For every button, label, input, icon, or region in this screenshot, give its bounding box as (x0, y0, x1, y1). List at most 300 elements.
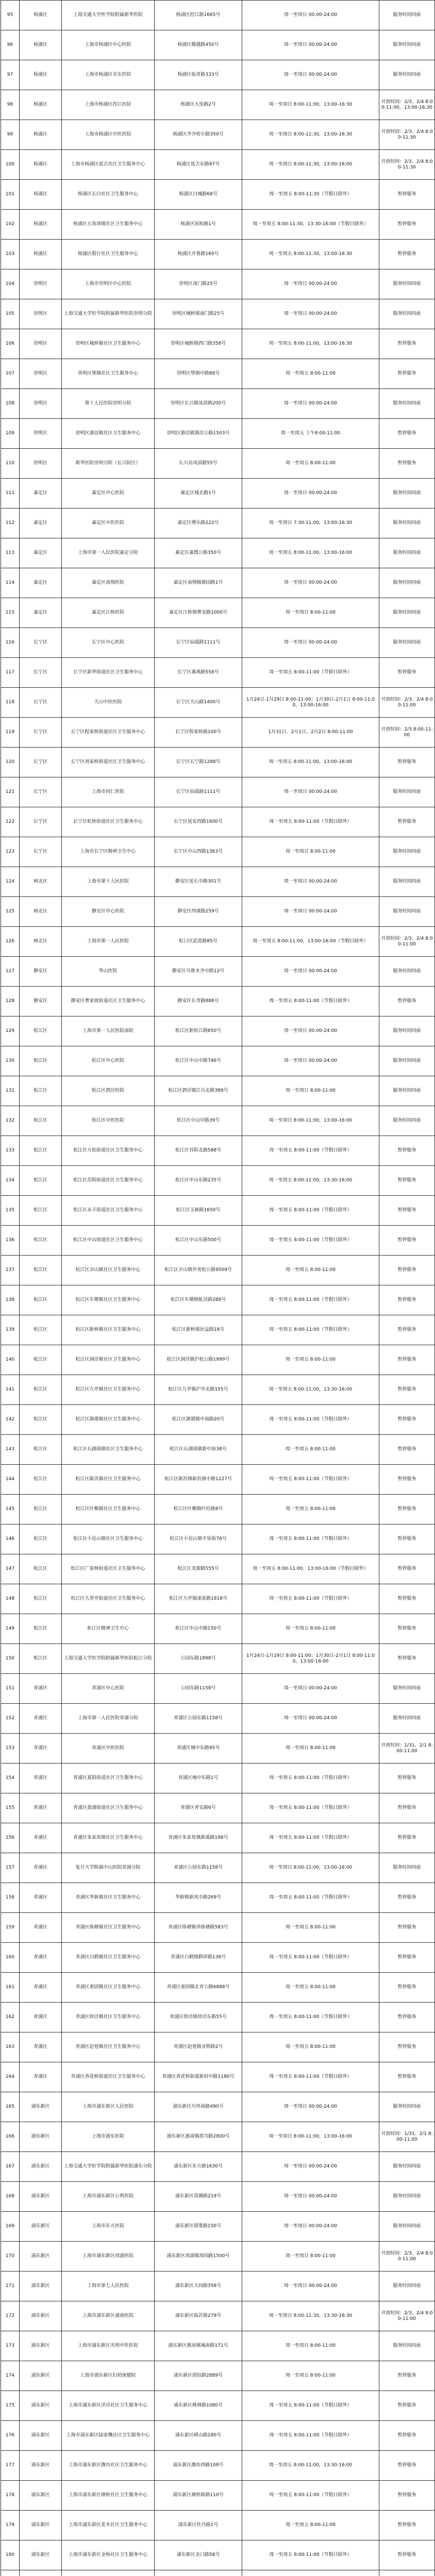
address: 青浦区城中东路1号 (155, 1764, 242, 1793)
table-row (1, 1704, 435, 1734)
holiday-hours: 暂停服务 (379, 1375, 435, 1405)
service-hours: 周一至周五 8:00-11:00（节假日除外） (242, 658, 379, 688)
hospital-name: 上海市杨浦区控江医院 (62, 90, 155, 120)
district: 浦东新区 (20, 2301, 62, 2331)
address: 杨浦区白城路68号 (155, 180, 242, 210)
address: 静安区延长中路301号 (155, 867, 242, 897)
row-number: 113 (1, 538, 20, 568)
row-number: 145 (1, 1495, 20, 1524)
district: 静安区 (20, 987, 62, 1016)
table-row (1, 1495, 435, 1524)
table-row (1, 1315, 435, 1345)
service-hours: 周一至周五 8:00-11:00 (242, 1435, 379, 1465)
holiday-hours: 服务时间同前 (379, 1016, 435, 1046)
hospital-name: 青浦区练塘镇社区卫生服务中心 (62, 1913, 155, 1943)
address: 浦东新区牡丹路1号 (155, 2511, 242, 2540)
row-number: 136 (1, 1226, 20, 1256)
address: 浦东新区周浦镇周园路1500号 (155, 2242, 242, 2272)
address: 松江区九亭镇涞寅路1818号 (155, 1584, 242, 1614)
district: 松江区 (20, 1435, 62, 1465)
district: 浦东新区 (20, 2391, 62, 2421)
service-hours: 周一至周日 00:00-24:00 (242, 568, 379, 598)
service-hours: 周一至周五 8:00-11:00（节假日除外） (242, 1943, 379, 1973)
holiday-hours: 服务时间同前 (379, 479, 435, 509)
row-number: 106 (1, 329, 20, 359)
hospital-name: 上海市浦东医院 (62, 2122, 155, 2152)
hospital-name: 上海市浦东新区陆家嘴社区卫生服务中心 (62, 2421, 155, 2451)
district: 崇明区 (20, 329, 62, 359)
holiday-hours: 服务时间同前 (379, 837, 435, 867)
address: 浦东新区临沂路279号 (155, 2301, 242, 2331)
table-row (1, 837, 435, 867)
hospital-name: 青浦区香花桥街道社区卫生服务中心 (62, 2062, 155, 2092)
row-number: 168 (1, 2182, 20, 2212)
district: 崇明区 (20, 359, 62, 389)
table-row (1, 1913, 435, 1943)
row-number: 101 (1, 180, 20, 210)
hospital-name: 华山医院 (62, 957, 155, 987)
hospital-name: 松江区车墩镇社区卫生服务中心 (62, 1285, 155, 1315)
row-number: 102 (1, 210, 20, 240)
holiday-hours: 暂停服务 (379, 2451, 435, 2481)
address: 嘉定区城北路1号 (155, 479, 242, 509)
district: 松江区 (20, 1405, 62, 1435)
district: 青浦区 (20, 1943, 62, 1973)
holiday-hours: 暂停服务 (379, 2062, 435, 2092)
hospital-name: 松江区叶榭镇社区卫生服务中心 (62, 1495, 155, 1524)
service-hours: 1月24日-1月29日 8:00-11:00；1月30日-2月1日 8:00-11:00，13:00-16:00 (242, 1644, 379, 1674)
district: 杨浦区 (20, 150, 62, 180)
district: 浦东新区 (20, 2092, 62, 2122)
row-number: 129 (1, 1016, 20, 1046)
hospital-name: 松江区新桥镇社区卫生服务中心 (62, 1315, 155, 1345)
table-row (1, 329, 435, 359)
address: 松江区叶榭镇叶旺路8号 (155, 1495, 242, 1524)
service-hours: 周一至周五 8:00-11:00（节假日除外） (242, 1285, 379, 1315)
district: 松江区 (20, 1226, 62, 1256)
service-hours: 周一至周日 00:00-24:00 (242, 60, 379, 90)
table-row (1, 240, 435, 269)
service-hours: 周一至周五 8:00-11:00（节假日除外） (242, 1136, 379, 1166)
row-number: 111 (1, 479, 20, 509)
hospital-name: 上海市第一人民医院青浦分院 (62, 1704, 155, 1734)
address: 松江区小昆山镇平原街78号 (155, 1524, 242, 1554)
table-row (1, 1375, 435, 1405)
table-row (1, 419, 435, 449)
table-row (1, 2003, 435, 2032)
service-hours: 周一至周日 8:00-11:00，13:00-16:00 (242, 1853, 379, 1883)
holiday-hours: 开放时间：1/31、2/1 8:00-11:00 (379, 2122, 435, 2152)
district: 青浦区 (20, 1853, 62, 1883)
service-hours: 周一至周日 00:00-24:00 (242, 2092, 379, 2122)
service-hours: 周一至周日 00:00-24:00 (242, 389, 379, 419)
table-row (1, 1016, 435, 1046)
service-hours: 周一至周日 00:00-24:00 (242, 479, 379, 509)
row-number: 139 (1, 1315, 20, 1345)
holiday-hours: 暂停服务 (379, 1285, 435, 1315)
district: 青浦区 (20, 1883, 62, 1913)
table-row (1, 2301, 435, 2331)
row-number: 128 (1, 987, 20, 1016)
district: 松江区 (20, 1644, 62, 1674)
hospital-name: 青浦区盈浦街道社区卫生服务中心 (62, 1793, 155, 1823)
district: 青浦区 (20, 2032, 62, 2062)
holiday-hours: 开放时间：2/3、2/4 8:00-11:30 (379, 120, 435, 150)
district: 嘉定区 (20, 568, 62, 598)
hospital-name: 青浦区中医医院 (62, 1734, 155, 1764)
holiday-hours: 开放时间：1/31、2/1 8:00-11:00 (379, 1734, 435, 1764)
district: 浦东新区 (20, 2182, 62, 2212)
holiday-hours: 暂停服务 (379, 1226, 435, 1256)
holiday-hours: 暂停服务 (379, 2540, 435, 2570)
hospital-name: 上海市杨浦区延吉社区卫生服务中心 (62, 150, 155, 180)
hospital-name: 松江区广富林街道社区卫生服务中心 (62, 1554, 155, 1584)
table-row (1, 479, 435, 509)
table-row (1, 1465, 435, 1495)
hospital-name: 松江区中心医院 (62, 1046, 155, 1076)
hospital-name: 崇明区城桥镇社区卫生服务中心 (62, 329, 155, 359)
table-row (1, 150, 435, 180)
holiday-hours: 服务时间同前 (379, 1076, 435, 1106)
service-hours: 周一至周五 8:00-11:00（节假日除外） (242, 2481, 379, 2511)
table-row (1, 1345, 435, 1375)
row-number: 159 (1, 1913, 20, 1943)
row-number: 112 (1, 509, 20, 538)
address: 松江区玉树路1650号 (155, 1196, 242, 1226)
row-number: 173 (1, 2331, 20, 2361)
district: 青浦区 (20, 1674, 62, 1704)
service-hours: 周一至周日 00:00-24:00 (242, 1046, 379, 1076)
table-row (1, 867, 435, 897)
holiday-hours: 暂停服务 (379, 658, 435, 688)
row-number: 132 (1, 1106, 20, 1136)
service-hours: 周一至周五 8:00-11:00，13:00-16:00（节假日除外） (242, 1554, 379, 1584)
hospital-name: 松江区石湖荡镇社区卫生服务中心 (62, 1435, 155, 1465)
holiday-hours: 服务时间同前 (379, 628, 435, 658)
row-number: 134 (1, 1166, 20, 1196)
table-row (1, 688, 435, 718)
service-hours: 周一至周五 8:00-11:00，13:00-16:00（节假日除外） (242, 927, 379, 957)
service-hours: 周一至周日 7:30-11:00，13:00-16:30 (242, 509, 379, 538)
address: 杨浦区国和路1号 (155, 210, 242, 240)
holiday-hours: 暂停服务 (379, 1405, 435, 1435)
address: 杨浦区齐齐哈尔路350号 (155, 120, 242, 150)
row-number: 160 (1, 1943, 20, 1973)
holiday-hours: 暂停服务 (379, 1614, 435, 1644)
row-number: 116 (1, 628, 20, 658)
holiday-hours: 暂停服务 (379, 2032, 435, 2062)
district: 松江区 (20, 1315, 62, 1345)
table-row (1, 2182, 435, 2212)
address: 松江区中山东路500号 (155, 1226, 242, 1256)
service-hours: 周一至周五 8:00-11:00 (242, 2032, 379, 2062)
hospital-name: 嘉定区中医医院 (62, 509, 155, 538)
district: 静安区 (20, 957, 62, 987)
service-hours: 周一至周五 8:00-11:00（节假日除外） (242, 1226, 379, 1256)
address: 松江区中山东路235号 (155, 1166, 242, 1196)
hospital-name: 松江区中医医院 (62, 1106, 155, 1136)
table-row (1, 90, 435, 120)
table-row (1, 718, 435, 748)
row-number: 161 (1, 1973, 20, 2003)
district: 杨浦区 (20, 90, 62, 120)
table-row (1, 2361, 435, 2391)
service-hours: 周一至周五 上午8:00-11:00 (242, 419, 379, 449)
table-row (1, 927, 435, 957)
table-row (1, 1, 435, 30)
hospital-name: 松江区泗泾医院 (62, 1076, 155, 1106)
hospital-name: 青浦区中心医院 (62, 1674, 155, 1704)
address: 松江区中山中路150号 (155, 1614, 242, 1644)
row-number: 174 (1, 2361, 20, 2391)
address: 浦东新区惠南镇拱为路2800号 (155, 2122, 242, 2152)
table-row (1, 2331, 435, 2361)
service-hours: 周一至周五 8:00-11:00 (242, 1345, 379, 1375)
table-row (1, 1106, 435, 1136)
holiday-hours: 暂停服务 (379, 1196, 435, 1226)
district: 浦东新区 (20, 2331, 62, 2361)
row-number: 152 (1, 1704, 20, 1734)
row-number: 103 (1, 240, 20, 269)
row-number: 97 (1, 60, 20, 90)
hospital-name: 上海市浦东新区洋泾社区卫生服务中心 (62, 2391, 155, 2421)
district: 青浦区 (20, 1704, 62, 1734)
hospital-name: 嘉定区南翔医院 (62, 568, 155, 598)
district: 浦东新区 (20, 2451, 62, 2481)
address: 松江区泗泾镇江川北路389号 (155, 1076, 242, 1106)
hospital-name: 静安区中心医院 (62, 897, 155, 927)
table-row (1, 1943, 435, 1973)
hospital-name: 第十人民医院崇明分院 (62, 389, 155, 419)
hospital-name: 长宁区新华街道社区卫生服务中心 (62, 658, 155, 688)
district: 浦东新区 (20, 2511, 62, 2540)
hospital-name: 青浦区华新镇社区卫生服务中心 (62, 1883, 155, 1913)
address: 长宁区程家桥路100号 (155, 718, 242, 748)
table-row (1, 1734, 435, 1764)
table-row (1, 1524, 435, 1554)
address: 公园东路1158号 (155, 1674, 242, 1704)
holiday-hours: 暂停服务 (379, 240, 435, 269)
address: 长宁区中山西路1363号 (155, 837, 242, 867)
address: 长宁区仙霞路1111号 (155, 777, 242, 807)
hospital-name: 上海市第一人民医院南院 (62, 1016, 155, 1046)
hospital-name: 松江区岳阳街道社区卫生服务中心 (62, 1166, 155, 1196)
service-hours: 周一至周五 8:00-11:00，13:30-16:00 (242, 1375, 379, 1405)
address: 长宁区长宁路1288号 (155, 748, 242, 777)
table-row (1, 538, 435, 568)
table-row (1, 120, 435, 150)
address: 长兴岛凤滨路55号 (155, 449, 242, 479)
service-hours: 周一至周五 8:00-11:00，13:00-16:30 (242, 329, 379, 359)
service-hours: 周一至周日 8:00-11:00 (242, 598, 379, 628)
table-row (1, 1196, 435, 1226)
holiday-hours: 暂停服务 (379, 2511, 435, 2540)
holiday-hours: 暂停服务 (379, 1764, 435, 1793)
holiday-hours: 暂停服务 (379, 807, 435, 837)
district: 青浦区 (20, 1734, 62, 1764)
row-number: 171 (1, 2272, 20, 2301)
service-hours: 周一至周五 8:00-11:30，13:30-16:00（节假日除外） (242, 210, 379, 240)
address: 浦东新区塘桥新路110号 (155, 2481, 242, 2511)
address (155, 2570, 242, 2576)
hospital-name: 松江区精神卫生中心 (62, 1614, 155, 1644)
table-row (1, 1285, 435, 1315)
hospital-name: 静安区曹家渡街道社区卫生服务中心 (62, 987, 155, 1016)
district: 松江区 (20, 1076, 62, 1106)
hospital-name: 上海市浦东新区潍坊社区卫生服务中心 (62, 2451, 155, 2481)
service-hours: 周一至周日 00:00-24:00 (242, 269, 379, 299)
service-hours: 周一至周五 8:00-11:00 (242, 359, 379, 389)
holiday-hours: 暂停服务 (379, 1315, 435, 1345)
district: 松江区 (20, 1614, 62, 1644)
address: 浦东新区潍坊西路108号 (155, 2451, 242, 2481)
address: 杨浦区临青路333号 (155, 60, 242, 90)
district: 浦东新区 (20, 2122, 62, 2152)
hospital-name: 上海市第十人民医院 (62, 867, 155, 897)
district: 青浦区 (20, 1973, 62, 2003)
holiday-hours: 暂停服务 (379, 1524, 435, 1554)
address: 崇明区堡镇中路88号 (155, 359, 242, 389)
row-number: 158 (1, 1883, 20, 1913)
district: 杨浦区 (20, 120, 62, 150)
hospital-name: 上海市浦东新区周浦医院 (62, 2242, 155, 2272)
service-hours: 周一至周五 8:00-11:00（节假日除外） (242, 1315, 379, 1345)
address: 杨浦区腾越路450号 (155, 30, 242, 60)
holiday-hours: 开放时间：2/3、2/4 8:00-11:00 (379, 688, 435, 718)
service-hours: 周一至周日 00:00-24:00 (242, 2182, 379, 2212)
hospital-table (1, 0, 435, 2576)
address: 青浦区朱家角镇新溪路198号 (155, 1823, 242, 1853)
service-hours: 周一至周五 8:00-11:00 (242, 2361, 379, 2391)
table-row (1, 2570, 435, 2576)
table-row (1, 2421, 435, 2451)
district: 长宁区 (20, 837, 62, 867)
district: 青浦区 (20, 2003, 62, 2032)
district: 闸北区 (20, 927, 62, 957)
district: 长宁区 (20, 748, 62, 777)
service-hours: 周一至周日 8:00-11:00 (242, 837, 379, 867)
service-hours: 周一至周日 8:00-11:00，13:00-16:30 (242, 90, 379, 120)
row-number: 140 (1, 1345, 20, 1375)
holiday-hours: 暂停服务 (379, 329, 435, 359)
address: 浦东新区团结路2889号 (155, 2361, 242, 2391)
hospital-name: 松江区佘山镇社区卫生服务中心 (62, 1256, 155, 1285)
holiday-hours: 暂停服务 (379, 1883, 435, 1913)
address: 崇明区港沿镇港沿公路1503号 (155, 419, 242, 449)
service-hours: 周一至周五 8:00-11:00（节假日除外） (242, 2003, 379, 2032)
table-row (1, 1853, 435, 1883)
district: 松江区 (20, 1345, 62, 1375)
address: 嘉定区江桥镇曹安路1000号 (155, 598, 242, 628)
row-number: 151 (1, 1674, 20, 1704)
table-row (1, 1076, 435, 1106)
holiday-hours: 开放时间：2/3、2/4 8:00-11:30 (379, 150, 435, 180)
holiday-hours: 暂停服务 (379, 2481, 435, 2511)
hospital-name: 崇明区港沿镇社区卫生服务中心 (62, 419, 155, 449)
address: 青浦区赵巷镇业辉路2号 (155, 2032, 242, 2062)
service-hours: 周一至周五 8:00-11:00（节假日除外） (242, 2540, 379, 2570)
address: 长宁区仙霞路1111号 (155, 628, 242, 658)
service-hours: 周一至周五 8:00-11:00，13:00-16:00 (242, 748, 379, 777)
table-row (1, 2152, 435, 2182)
row-number: 105 (1, 299, 20, 329)
table-row (1, 2391, 435, 2421)
service-hours: 1月31日、2月1日、2月2日 8:00-11:00 (242, 718, 379, 748)
row-number: 162 (1, 2003, 20, 2032)
row-number: 110 (1, 449, 20, 479)
row-number: 96 (1, 30, 20, 60)
row-number: 180 (1, 2540, 20, 2570)
service-hours: 周一至周日 00:00-24:00 (242, 1, 379, 30)
service-hours: 周一至周日 00:00-24:00 (242, 897, 379, 927)
hospital-name: 天山中医医院 (62, 688, 155, 718)
district: 松江区 (20, 1495, 62, 1524)
row-number: 153 (1, 1734, 20, 1764)
address: 静安区乌鲁木齐中路12号 (155, 957, 242, 987)
row-number: 141 (1, 1375, 20, 1405)
row-number: 98 (1, 90, 20, 120)
address: 青浦区徐泾镇徐泾东路55号 (155, 2003, 242, 2032)
holiday-hours: 服务时间同前 (379, 2331, 435, 2361)
service-hours: 周一至周五 8:00-11:00（节假日除外） (242, 1524, 379, 1554)
holiday-hours (379, 2570, 435, 2576)
address: 松江区车墩镇虬泾路288号 (155, 1285, 242, 1315)
address: 青浦区公园东路1158号 (155, 1704, 242, 1734)
row-number: 133 (1, 1136, 20, 1166)
district: 杨浦区 (20, 30, 62, 60)
district: 崇明区 (20, 299, 62, 329)
table-body (1, 1, 435, 2576)
district: 松江区 (20, 1196, 62, 1226)
table-row (1, 1256, 435, 1285)
hospital-name: 青浦区朱家角镇社区卫生服务中心 (62, 1823, 155, 1853)
holiday-hours: 暂停服务 (379, 2361, 435, 2391)
table-row (1, 389, 435, 419)
hospital-name: 长宁区周家桥街道社区卫生服务中心 (62, 748, 155, 777)
holiday-hours: 暂停服务 (379, 210, 435, 240)
service-hours: 周一至周五 8:00-11:00 (242, 2511, 379, 2540)
district: 松江区 (20, 1016, 62, 1046)
row-number: 177 (1, 2451, 20, 2481)
row-number: 150 (1, 1644, 20, 1674)
hospital-name: 杨浦区长白社区卫生服务中心 (62, 180, 155, 210)
service-hours: 周一至周五 8:00-11:00（节假日除外） (242, 2062, 379, 2092)
hospital-name: 松江区中山街道社区卫生服务中心 (62, 1226, 155, 1256)
holiday-hours: 开放时间：2/3 8:00-11:00 (379, 718, 435, 748)
address: 静安区西康路259号 (155, 897, 242, 927)
service-hours: 周一至周五 8:00-11:00（节假日除外） (242, 2391, 379, 2421)
holiday-hours: 服务时间同前 (379, 598, 435, 628)
district: 浦东新区 (20, 2421, 62, 2451)
row-number: 144 (1, 1465, 20, 1495)
address: 浦东新区金口路58号 (155, 2540, 242, 2570)
address: 松江区佘山镇外青松公路9509号 (155, 1256, 242, 1285)
row-number: 179 (1, 2511, 20, 2540)
address: 浦东新区惠南镇城南路171号 (155, 2331, 242, 2361)
service-hours: 周一至周日 00:00-24:00 (242, 299, 379, 329)
hospital-name: 长宁区程家桥街道社区卫生服务中心 (62, 718, 155, 748)
district: 闸北区 (20, 897, 62, 927)
row-number: 166 (1, 2122, 20, 2152)
hospital-name: 上海市浦东新区光明中医医院 (62, 2331, 155, 2361)
service-hours: 周一至周五 8:00-11:00（节假日除外） (242, 1823, 379, 1853)
hospital-name: 复旦大学附属中山医院青浦分院 (62, 1853, 155, 1883)
table-row (1, 628, 435, 658)
row-number: 143 (1, 1435, 20, 1465)
district: 松江区 (20, 1524, 62, 1554)
district: 松江区 (20, 1285, 62, 1315)
service-hours: 周一至周日 8:00-11:30，13:30-16:30 (242, 2301, 379, 2331)
